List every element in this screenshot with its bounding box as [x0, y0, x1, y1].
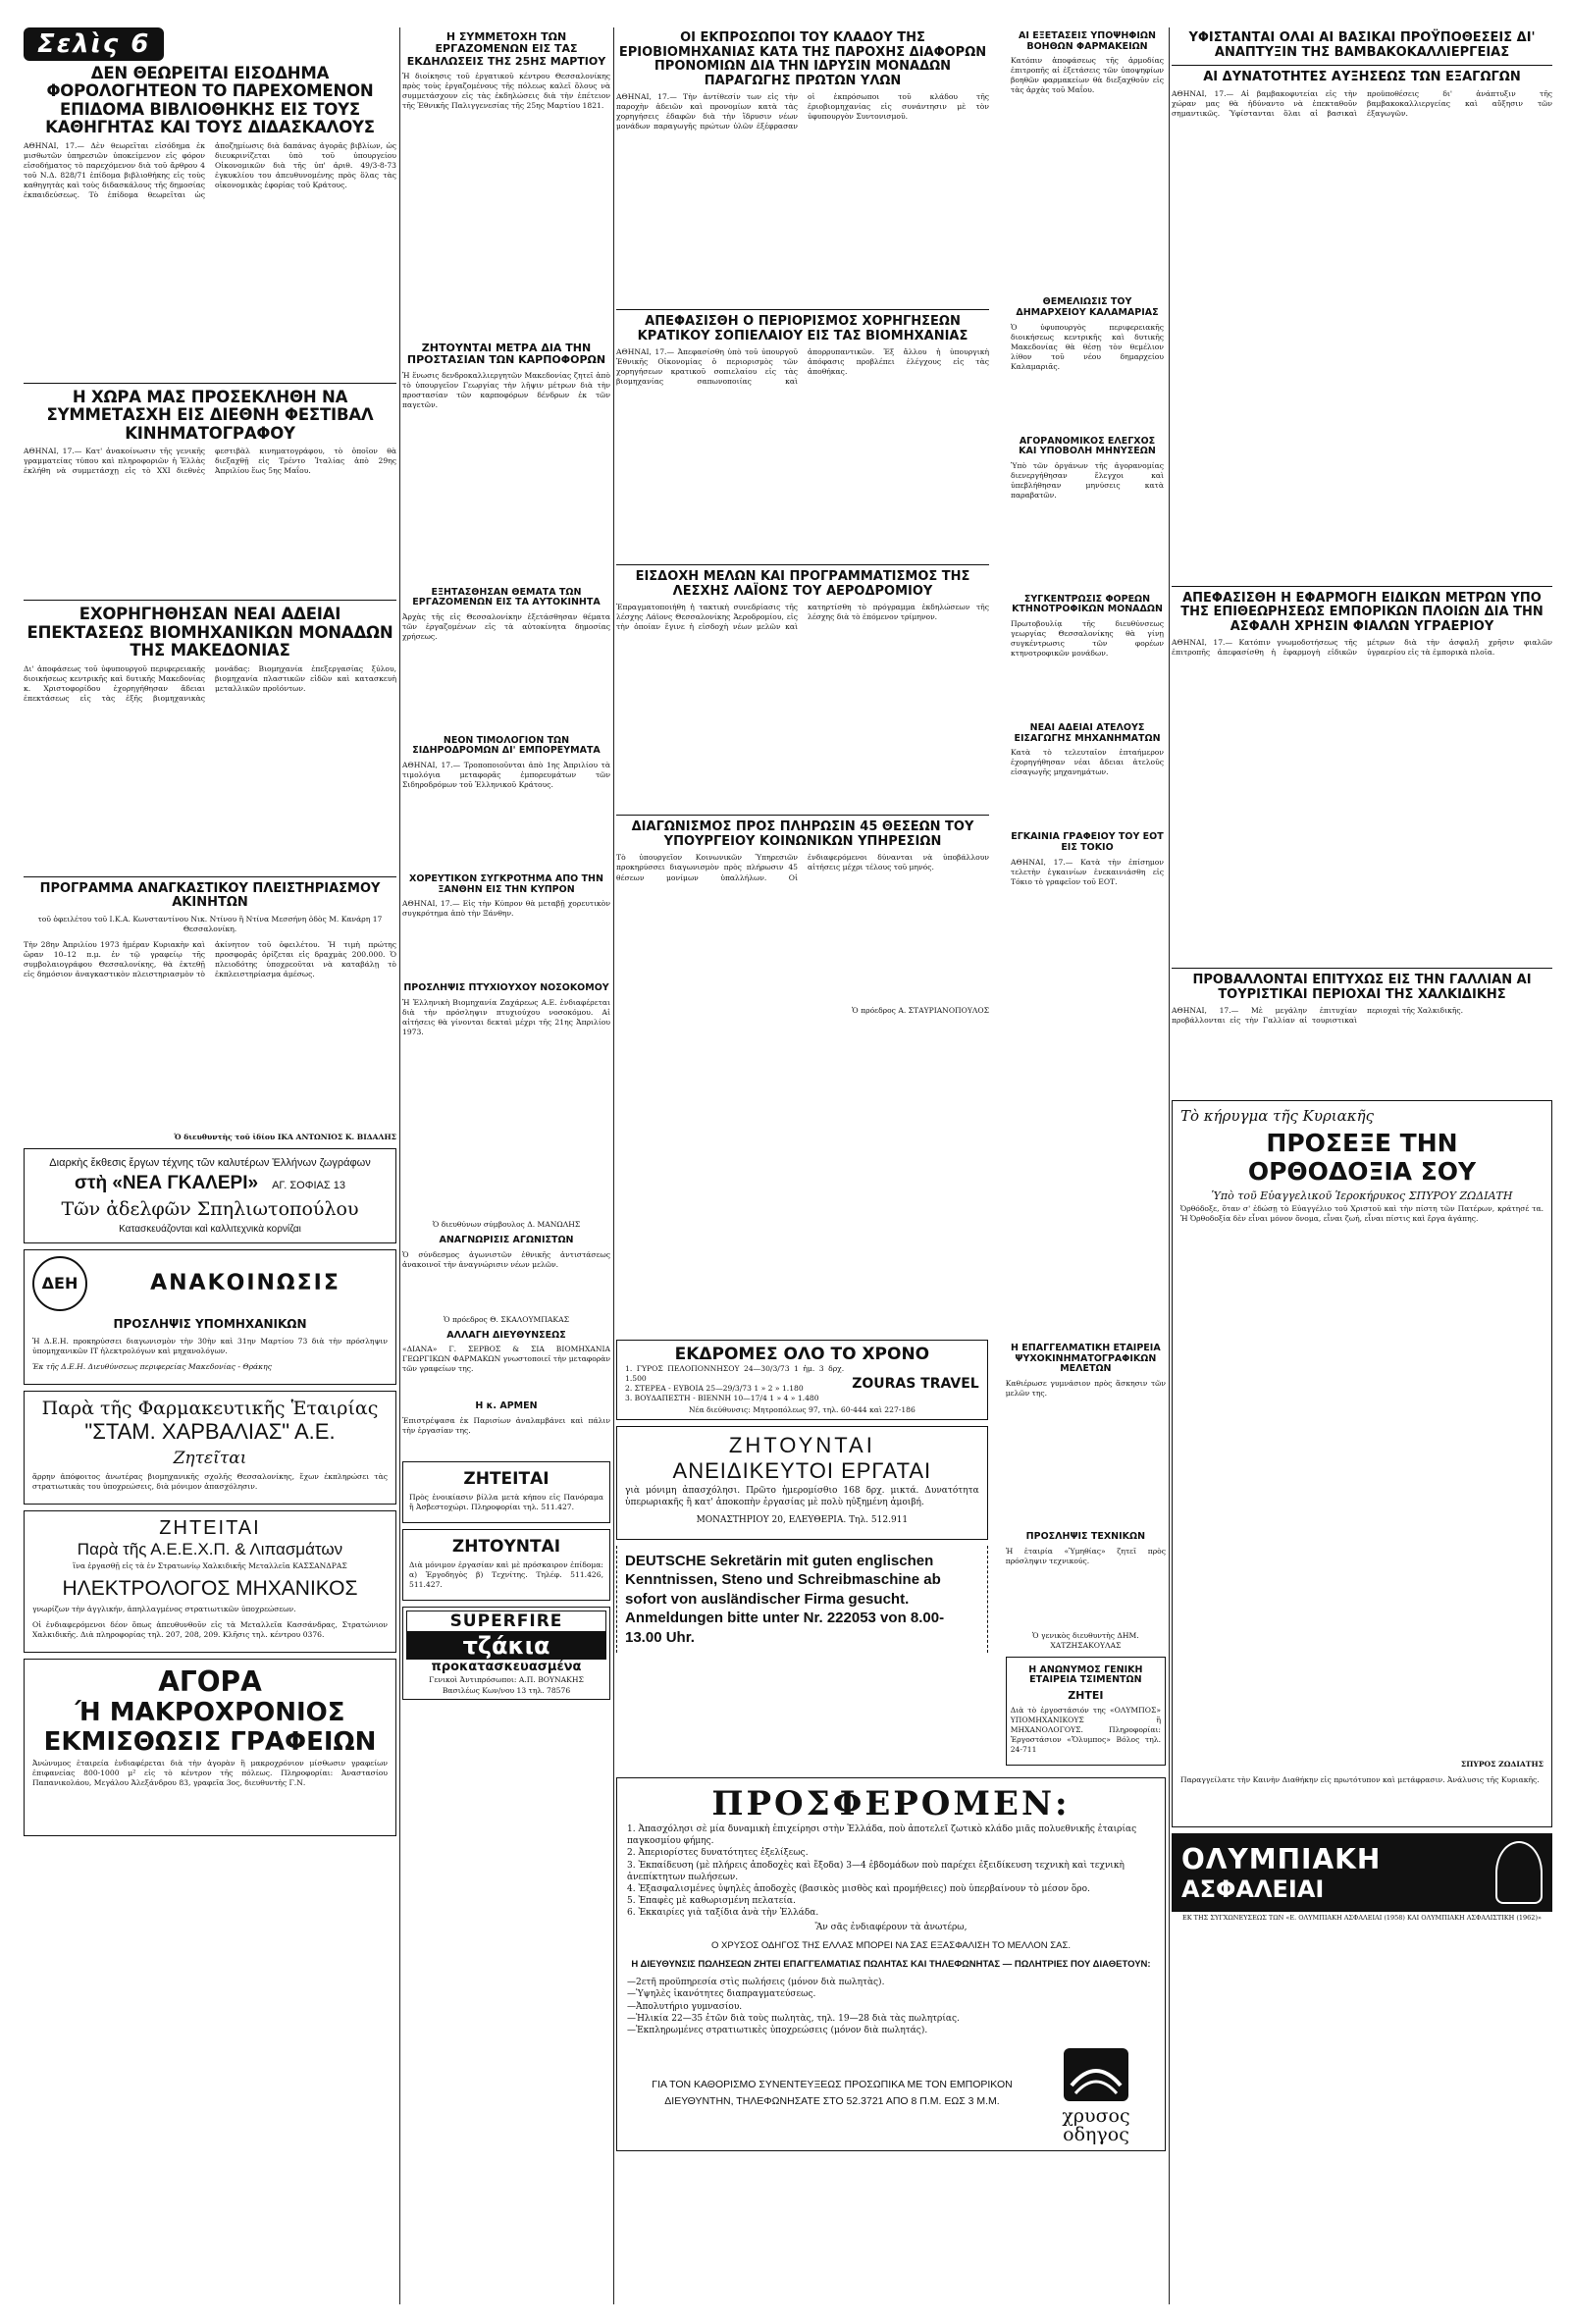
sermon-box — [1172, 1100, 1552, 1827]
elec-location: ἵνα ἐργασθῇ εἰς τὰ ἐν Στρατωνίῳ Χαλκιδικῆς Μεταλλεῖα ΚΑΣΣΑΝΔΡΑΣ — [73, 1560, 347, 1570]
gallery-owners: Τῶν ἀδελφῶν Σπηλιωτοπούλου — [61, 1197, 359, 1220]
headline-wool-industry: ΟΙ ΕΚΠΡΟΣΩΠΟΙ ΤΟΥ ΚΛΑΔΟΥ ΤΗΣ ΕΡΙΟΒΙΟΜΗΧΑΝΙΑΣ ΚΑΤΑ ΤΗΣ ΠΑΡΟΧΗΣ ΔΙΑΦΟΡΩΝ ΠΡΟΝΟΜΙΩΝ ΔΙΑ ΤΗΝ ΙΔΡΥΣΙΝ ΜΟΝΑΔΩΝ ΠΑΡΑΓΩΓΗΣ ΠΡΩΤΩΝ ΥΛΩΝ — [618, 30, 987, 88]
article-wool-industry: ΑΘΗΝΑΙ, 17.— Τὴν ἀντίθεσίν των εἰς τὴν παροχὴν ἀδειῶν καὶ προνομίων κατὰ τὰς χορηγήσεις ἐδαφῶν διὰ τὴν ἵδρυσιν νέων μονάδων παραγωγῆς πρώτων ὑλῶν ἐξέφρασαν οἱ ἐκπρόσωποι τοῦ κλάδου τῆς ἐριοβιομηχανίας εἰς συνάντησιν μὲ τὸν ὑφυπουργὸν Συντονισμοῦ. — [616, 92, 989, 132]
article-import-licenses: Κατὰ τὸ τελευταῖον ἐπταήμερον ἐχορηγήθησαν νέαι ἄδειαι ἀτελοῦς εἰσαγωγῆς μηχανημάτων. — [1011, 748, 1164, 777]
article-fruit-trees: Ἡ ἕνωσις δενδροκαλλιεργητῶν Μακεδονίας ζητεῖ ἀπὸ τὸ ὑπουργεῖον Γεωργίας τὴν λῆψιν μέτρων διὰ τὴν προστασίαν τῶν καρποφόρων δένδρων ἐκ τῶν παγετῶν. — [402, 370, 610, 409]
headline-auction: ΠΡΟΓΡΑΜΜΑ ΑΝΑΓΚΑΣΤΙΚΟΥ ΠΛΕΙΣΤΗΡΙΑΣΜΟΥ ΑΚΙΝΗΤΩΝ — [39, 880, 381, 911]
dei-logo-icon: ΔΕΗ — [32, 1256, 87, 1311]
cement-company: Η ΑΝΩΝΥΜΟΣ ΓΕΝΙΚΗ ΕΤΑΙΡΕΙΑ ΤΣΙΜΕΝΤΩΝ — [1028, 1664, 1143, 1686]
ad-superfire — [402, 1607, 610, 1700]
ad-olympiaki — [1172, 1833, 1552, 1912]
villa-title: ΖΗΤΕΙΤΑΙ — [463, 1468, 550, 1489]
headline-technicians: ΠΡΟΣΛΗΨΙΣ ΤΕΧΝΙΚΩΝ — [1025, 1530, 1146, 1542]
travel-row: 2. ΣΤΕΡΕΑ - ΕΥΒΟΙΑ 25—29/3/73 1 » 2 » 1.180 — [625, 1384, 804, 1394]
villa-text: Πρὸς ἐνοικίασιν βίλλα μετὰ κήπου εἰς Πανόραμα ἢ Ἀσβεστοχώρι. Πληροφορίαι τηλ. 511.427. — [409, 1492, 603, 1511]
headline-halkidiki: ΠΡΟΒΑΛΛΟΝΤΑΙ ΕΠΙΤΥΧΩΣ ΕΙΣ ΤΗΝ ΓΑΛΛΙΑΝ ΑΙ ΤΟΥΡΙΣΤΙΚΑΙ ΠΕΡΙΟΧΑΙ ΤΗΣ ΧΑΛΚΙΔΙΚΗΣ — [1192, 973, 1532, 1002]
office-text: Ἀνώνυμος ἑταιρεία ἐνδιαφέρεται διὰ τὴν ἀγορὰν ἢ μακροχρόνιον μίσθωσιν γραφείων ἐπιφανείας 800-1000 μ² εἰς τὸ κέντρον τῆς πόλεως. Πληροφορίαι: Ἀναστασίου Παπανικολάου, Μεγάλου Ἀλεξάνδρου 83, γραφεῖα 3ος, διευθυντὴς Γ.Ν. — [32, 1758, 388, 1787]
ad-electrical-engineer — [24, 1510, 396, 1653]
sermon-text: Ὀρθόδοξε, ὅταν σ' ἐδώσῃ τὸ Εὐαγγέλιο τοῦ Χριστοῦ καὶ τὴν πίστη τῶν Πατέρων, κράτησέ τα. Ἡ Ὀρθοδοξία δὲν εἶναι μόνον ὄνομα, εἶναι ζωή, εἶναι πίστις καὶ ἔργα ἀγάπης. — [1180, 1204, 1544, 1224]
ad-unskilled-workers — [616, 1426, 988, 1540]
middle-ads — [616, 1340, 1166, 2157]
article-dance-troupe: ΑΘΗΝΑΙ, 17.— Εἰς τὴν Κύπρον θὰ μεταβῇ χορευτικὸν συγκρότημα ἀπὸ τὴν Ξάνθην. — [402, 899, 610, 919]
headline-nurse: ΠΡΟΣΛΗΨΙΣ ΠΤΥΧΙΟΥΧΟΥ ΝΟΣΟΚΟΜΟΥ — [403, 982, 609, 994]
superfire-product: τζάκια — [406, 1632, 606, 1660]
ad-dei — [24, 1249, 396, 1385]
requirement-item: —Ὑψηλὲς ἱκανότητες διαπραγματεύσεως. — [627, 1989, 816, 2000]
article-film-festival: ΑΘΗΝΑΙ, 17.— Κατ' ἀνακοίνωσιν τῆς γενικῆς γραμματείας τύπου καὶ πληροφοριῶν ἡ Ἑλλὰς ἐκλήθη νὰ συμμετάσχῃ εἰς τὸ ΧΧΙ διεθνὲς φεστιβὰλ κινηματογράφου, τὸ ὁποῖον θὰ διεξαχθῇ εἰς Τρέντο Ἰταλίας ἀπὸ 29ης Ἀπριλίου ἕως 5ης Μαΐου. — [24, 447, 396, 476]
offer-item: 5. Ἐπαφὲς μὲ καθωρισμένη πελατεία. — [627, 1896, 796, 1907]
offer-question2: Ο ΧΡΥΣΟΣ ΟΔΗΓΟΣ ΤΗΣ ΕΛΛΑΣ ΜΠΟΡΕΙ ΝΑ ΣΑΣ ΕΞΑΣΦΑΛΙΣΗ ΤΟ ΜΕΛΛΟΝ ΣΑΣ. — [711, 1940, 1071, 1952]
sermon-author: Ὑπὸ τοῦ Εὐαγγελικοῦ Ἱεροκήρυκος ΣΠΥΡΟΥ ΖΩΔΙΑΤΗ — [1211, 1189, 1513, 1203]
headline-lions-club: ΕΙΣΔΟΧΗ ΜΕΛΩΝ ΚΑΙ ΠΡΟΓΡΑΜΜΑΤΙΣΜΟΣ ΤΗΣ ΛΕΣΧΗΣ ΛΑΪΟΝΣ ΤΟΥ ΑΕΡΟΔΡΟΜΙΟΥ — [635, 569, 970, 599]
article-workers-march: Ἡ διοίκησις τοῦ ἐργατικοῦ κέντρου Θεσσαλονίκης πρὸς τοὺς ἐργαζομένους τῆς πόλεως καλεῖ ὅλους νὰ συμμετάσχουν εἰς τὰς ἐκδηλώσεις διὰ τὴν ἐπέτειον τῆς Ἐθνικῆς Παλιγγενεσίας τῆς 25ης Μαρτίου 1821. — [402, 71, 610, 110]
offer-title: ΠΡΟΣΦΕΡΟΜΕΝ: — [711, 1784, 1071, 1824]
headline-dance-troupe: ΧΟΡΕΥΤΙΚΟΝ ΣΥΓΚΡΟΤΗΜΑ ΑΠΟ ΤΗΝ ΞΑΝΘΗΝ ΕΙΣ ΤΗΝ ΚΥΠΡΟΝ — [409, 873, 603, 895]
social-signature: Ὁ πρόεδρος Α. ΣΤΑΥΡΙΑΝΟΠΟΥΛΟΣ — [852, 1006, 989, 1016]
sermon-kicker: Τὸ κήρυγμα τῆς Κυριακῆς — [1180, 1107, 1375, 1126]
column-4 — [1011, 27, 1164, 991]
dei-signature: Ἐκ τῆς Δ.Ε.Η. Διευθύνσεως περιφερείας Μακεδονίας - Θράκης — [32, 1361, 272, 1371]
staff-title: ΖΗΤΟΥΝΤΑΙ — [451, 1536, 561, 1557]
auction-subhead: τοῦ ὀφειλέτου τοῦ Ι.Κ.Α. Κωνσταντίνου Νικ. Ντίνου ἢ Ντίνα Μεσσήνη ὁδὸς Μ. Κανάρη 17 Θεσσαλονίκη. — [37, 914, 383, 933]
german-text: DEUTSCHE Sekretärin mit guten englischen Kenntnissen, Steno und Schreibmaschine ab sofort von ausländischer Firma gesucht. Anmeldungen bitte unter Nr. 222053 von 8.00-13.00 Uhr. — [625, 1552, 945, 1646]
requirement-item: —Ἡλικία 22—35 ἐτῶν διὰ τοὺς πωλητὰς, τηλ. 19—28 διὰ τὰς πωλητρίας. — [627, 2013, 960, 2024]
headline-social-services: ΔΙΑΓΩΝΙΣΜΟΣ ΠΡΟΣ ΠΛΗΡΩΣΙΝ 45 ΘΕΣΕΩΝ ΤΟΥ ΥΠΟΥΡΓΕΙΟΥ ΚΟΙΝΩΝΙΚΩΝ ΥΠΗΡΕΣΙΩΝ — [631, 819, 974, 849]
requirement-item: —Ἀπολυτήριο γυμνασίου. — [627, 2001, 743, 2012]
article-town-hall: Ὁ ὑφυπουργὸς περιφερειακῆς διοικήσεως κεντρικῆς καὶ δυτικῆς Μακεδονίας θὰ θέσῃ τὸν θεμέλιον λίθον τοῦ νέου δημαρχείου Καλαμαριᾶς. — [1011, 322, 1164, 371]
workers-role: ΑΝΕΙΔΙΚΕΥΤΟΙ ΕΡΓΑΤΑΙ — [672, 1458, 932, 1484]
headline-fruit-trees: ΖΗΤΟΥΝΤΑΙ ΜΕΤΡΑ ΔΙΑ ΤΗΝ ΠΡΟΣΤΑΣΙΑΝ ΤΩΝ ΚΑΡΠΟΦΟΡΩΝ — [406, 341, 606, 367]
superfire-address: Βασιλέως Κων/νου 13 τηλ. 78576 — [442, 1686, 571, 1695]
dei-title: ΑΝΑΚΟΙΝΩΣΙΣ — [150, 1271, 340, 1296]
headline-livestock: ΣΥΓΚΕΝΤΡΩΣΙΣ ΦΟΡΕΩΝ ΚΤΗΝΟΤΡΟΦΙΚΩΝ ΜΟΝΑΔΩΝ — [1012, 593, 1163, 615]
divider — [616, 309, 989, 310]
nurse-signature: Ὁ διευθύνων σύμβουλος Δ. ΜΑΝΩΛΗΣ — [432, 1219, 581, 1229]
article-cotton: ΑΘΗΝΑΙ, 17.— Αἱ βαμβακοφυτείαι εἰς τὴν χώραν μας θὰ ἠδύναντο νὰ ἐπεκταθοῦν σημαντικῶς. Ὑφίστανται ὅλαι αἱ βασικαὶ προϋποθέσεις δι' ἀνάπτυξιν τῆς βαμβακοκαλλιεργείας καὶ αὔξησιν τῶν ἐξαγωγῶν. — [1172, 88, 1552, 118]
divider — [24, 876, 396, 877]
headline-armen: Η κ. ΑΡΜΕΝ — [475, 1400, 538, 1412]
headline-eot-tokyo: ΕΓΚΑΙΝΙΑ ΓΡΑΦΕΙΟΥ ΤΟΥ ΕΟΤ ΕΙΣ ΤΟΚΙΟ — [1011, 831, 1164, 853]
divider — [616, 815, 989, 816]
staff-text: Διὰ μόνιμον ἐργασίαν καὶ μὲ πρόσκαιρον ἐπίδομα: α) Ἐργοδηγὸς β) Τεχνίτης. Τηλέφ. 511.426, 511.427. — [409, 1559, 603, 1589]
article-olive-oil: ΑΘΗΝΑΙ, 17.— Ἀπεφασίσθη ὑπὸ τοῦ ὑπουργοῦ Ἐθνικῆς Οἰκονομίας ὁ περιορισμὸς τῶν χορηγήσεων κρατικοῦ σοπιελαίου εἰς τὰς βιομηχανίας σαπωνοποιίας καὶ ἀπορρυπαντικῶν. Ἐξ ἄλλου ἡ ὑπουργικὴ ἀπόφασις προβλέπει ἐλέγχους εἰς τὰς ἀποθήκας. — [616, 347, 989, 387]
headline-film-festival: Η ΧΩΡΑ ΜΑΣ ΠΡΟΣΕΚΛΗΘΗ ΝΑ ΣΥΜΜΕΤΑΣΧΗ ΕΙΣ ΔΙΕΘΝΗ ΦΕΣΤΙΒΑΛ ΚΙΝΗΜΑΤΟΓΡΑΦΟΥ — [46, 387, 374, 443]
headline-psycho-study: Η ΕΠΑΓΓΕΛΜΑΤΙΚΗ ΕΤΑΙΡΕΙΑ ΨΥΧΟΚΙΝΗΜΑΤΟΓΡΑΦΙΚΩΝ ΜΕΛΕΤΩΝ — [1011, 1343, 1161, 1375]
article-fighters: Ὁ σύνδεσμος ἀγωνιστῶν ἐθνικῆς ἀντιστάσεως ἀνακοινοῖ τὴν ἀναγνώρισιν νέων μελῶν. — [402, 1249, 610, 1269]
ad-german-secretary — [616, 1546, 988, 1654]
superfire-brand: SUPERFIRE — [406, 1611, 606, 1632]
article-eot-tokyo: ΑΘΗΝΑΙ, 17.— Κατὰ τὴν ἐπίσημον τελετὴν ἐγκαινίων ἐνεκαινιάσθη εἰς Τόκιο τὸ γραφεῖον τοῦ ΕΟΤ. — [1011, 857, 1164, 886]
ad-staff — [402, 1529, 610, 1601]
travel-list — [625, 1364, 844, 1403]
golden-guide-word1: χρυσος — [1062, 2104, 1130, 2127]
headline-olive-oil: ΑΠΕΦΑΣΙΣΘΗ Ο ΠΕΡΙΟΡΙΣΜΟΣ ΧΟΡΗΓΗΣΕΩΝ ΚΡΑΤΙΚΟΥ ΣΟΠΙΕΛΑΙΟΥ ΕΙΣ ΤΑΣ ΒΙΟΜΗΧΑΝΙΑΣ — [637, 314, 968, 343]
article-social-services: Τὸ ὑπουργεῖον Κοινωνικῶν Ὑπηρεσιῶν προκηρύσσει διαγωνισμὸν πρὸς πλήρωσιν 45 θέσεων μονίμων ὑπαλλήλων. Οἱ ἐνδιαφερόμενοι δύνανται νὰ ὑποβάλλουν αἰτήσεις μέχρι τέλους τοῦ μηνός. — [616, 853, 989, 882]
gallery-name: στὴ «ΝΕΑ ΓΚΑΛΕΡΙ» — [75, 1172, 259, 1193]
divider — [1172, 65, 1552, 66]
headline-market-control: ΑΓΟΡΑΝΟΜΙΚΟΣ ΕΛΕΓΧΟΣ ΚΑΙ ΥΠΟΒΟΛΗ ΜΗΝΥΣΕΩΝ — [1019, 435, 1156, 457]
travel-title: ΕΚΔΡΟΜΕΣ ΟΛΟ ΤΟ ΧΡΟΝΟ — [674, 1345, 930, 1364]
travel-brand: ZOURAS TRAVEL — [852, 1376, 979, 1393]
ad-villa — [402, 1461, 610, 1523]
travel-row: 1. ΓΥΡΟΣ ΠΕΛΟΠΟΝΝΗΣΟΥ 24—30/3/73 1 ἡμ. 3 δρχ. 1.500 — [625, 1364, 845, 1384]
pharm-line1: Παρὰ τῆς Φαρμακευτικῆς Ἑταιρίας — [41, 1397, 379, 1419]
article-auction: Τὴν 28ην Ἀπριλίου 1973 ἡμέραν Κυριακὴν καὶ ὥραν 10–12 π.μ. ἐν τῷ γραφείῳ τῆς συμβολαιογράφου Θεσσαλονίκης, θὰ ἐκτεθῇ εἰς δημόσιον ἀναγκαστικὸν πλειστηριασμὸν τὸ ἀκίνητον τοῦ ὀφειλέτου. Ἡ τιμὴ πρώτης προσφορᾶς ὁρίζεται εἰς δραχμὰς 200.000. Ὁ πλειοδότης ὑποχρεοῦται νὰ καταβάλῃ τὸ ἐκπλειστηρίασμα ἀμέσως. — [24, 939, 396, 978]
article-income-tax: ΑΘΗΝΑΙ, 17.— Δὲν θεωρεῖται εἰσόδημα ἐκ μισθωτῶν ὑπηρεσιῶν ὑποκείμενον εἰς φόρον εἰσοδήματος τὸ παρεχόμενον διὰ τοῦ ἄρθρου 4 τοῦ Ν.Δ. 828/71 ἐπίδομα βιβλιοθήκης εἰς τοὺς καθηγητὰς καὶ τοὺς διδασκάλους τῆς δημοσίας ἐκπαιδεύσεως. Τὸ ἐπίδομα θεωρεῖται ὡς ἀποζημίωσις διὰ δαπάνας ἀγορᾶς βιβλίων, ὡς διευκρινίζεται ὑπὸ τοῦ ὑπουργείου Οἰκονομικῶν διὰ τῆς ὑπ' ἀριθ. 49/3-8-73 ἐγκυκλίου του ἀπευθυνομένης πρὸς ὅλας τὰς οἰκονομικὰς ἐφορίας τοῦ Κράτους. — [24, 140, 396, 199]
gallery-address: ΑΓ. ΣΟΦΙΑΣ 13 — [272, 1179, 345, 1191]
article-lpg-ships: ΑΘΗΝΑΙ, 17.— Κατόπιν γνωμοδοτήσεως τῆς ἐπιτροπῆς ἀπεφασίσθη ἡ ἐφαρμογὴ εἰδικῶν μέτρων διὰ τὴν ἀσφαλῆ χρῆσιν φιαλῶν ὑγραερίου εἰς τὰ ἐμπορικὰ πλοῖα. — [1172, 638, 1552, 658]
dei-subtitle: ΠΡΟΣΛΗΨΙΣ ΥΠΟΜΗΧΑΝΙΚΩΝ — [113, 1316, 307, 1331]
gallery-line1: Διαρκὴς ἔκθεσις ἔργων τέχνης τῶν καλυτέρων Ἑλλήνων ζωγράφων — [49, 1156, 371, 1169]
requirement-item: —2ετῆ προϋπηρεσία στὶς πωλήσεις (μόνον διὰ πωλητὰς). — [627, 1978, 885, 1988]
fighters-signature: Ὁ πρόεδρος Θ. ΣΚΑΛΟΥΜΠΑΚΑΣ — [444, 1314, 569, 1324]
superfire-prefab: προκατασκευασμένα — [431, 1659, 582, 1674]
ad-golden-guide — [616, 1777, 1166, 2151]
olympiaki-insurance: ΑΣΦΑΛΕΙΑΙ — [1181, 1875, 1325, 1903]
offer-item: 1. Ἀπασχόλησι σὲ μία δυναμικὴ ἐπιχείρησι στὴν Ἑλλάδα, ποὺ ἀποτελεῖ ζωτικὸ κλάδο μιᾶς πολυεθνικῆς ἑταιρίας παγκοσμίου φήμης. — [627, 1824, 1137, 1847]
elec-wanted: ΖΗΤΕΙΤΑΙ — [159, 1516, 261, 1539]
cement-text: Διὰ τὸ ἐργοστάσιόν της «ΟΛΥΜΠΟΣ» ΥΠΟΜΗΧΑΝΙΚΟΥΣ ἢ ΜΗΧΑΝΟΛΟΓΟΥΣ. Πληροφορίαι: Ἐργοστάσιον «Ὄλυμπος» Βόλος τηλ. 24-711 — [1010, 1706, 1161, 1755]
headline-exports: ΑΙ ΔΥΝΑΤΟΤΗΤΕΣ ΑΥΞΗΣΕΩΣ ΤΩΝ ΕΞΑΓΩΓΩΝ — [1203, 70, 1521, 85]
travel-row: 3. ΒΟΥΔΑΠΕΣΤΗ - ΒΙΕΝΝΗ 10—17/4 1 » 4 » 1.480 — [625, 1394, 819, 1403]
headline-industrial-licenses: ΕΧΟΡΗΓΗΘΗΣΑΝ ΝΕΑΙ ΑΔΕΙΑΙ ΕΠΕΚΤΑΣΕΩΣ ΒΙΟΜΗΧΑΝΙΚΩΝ ΜΟΝΑΔΩΝ ΤΗΣ ΜΑΚΕΔΟΝΙΑΣ — [26, 605, 393, 660]
article-vehicles: Ἀρχὰς τῆς εἰς Θεσσαλονίκην ἐξετάσθησαν θέματα τῶν ἐργαζομένων εἰς τὰ αὐτοκίνητα δημοσίας χρήσεως. — [402, 611, 610, 641]
offer-list — [627, 1823, 1155, 1919]
column-2 — [402, 27, 610, 1706]
offer-item: 4. Ἐξασφαλισμένες ὑψηλὲς ἀποδοχὲς (βασικὸς μισθὸς καὶ προμήθειες) ποὺ ὑπερβαίνουν τὸ μέσον ὅρο. — [627, 1883, 1090, 1894]
article-industrial-licenses: Δι' ἀποφάσεως τοῦ ὑφυπουργοῦ περιφερειακῆς διοικήσεως κεντρικῆς καὶ δυτικῆς Μακεδονίας κ. Χριστοφορίδου ἐχορηγήθησαν ἄδειαι ἐπεκτάσεως εἰς τὰς ἑξῆς βιομηχανικὰς μονάδας: Βιομηχανία ἐπεξεργασίας ξύλου, βιομηχανία πλαστικῶν εἰδῶν καὶ κατασκευὴ μεταλλικῶν προϊόντων. — [24, 663, 396, 703]
article-technicians: Ἡ ἑταιρία «Ὑμηθίας» ζητεῖ πρὸς πρόσληψιν τεχνικούς. — [1005, 1546, 1166, 1565]
gallery-frames: Κατασκευάζονται καὶ καλλιτεχνικὰ κορνίζαι — [119, 1223, 301, 1235]
elec-req: γνωρίζων τὴν ἀγγλικήν, ἀπηλλαγμένος στρατιωτικῶν ὑποχρεώσεων. — [32, 1604, 296, 1613]
article-nurse: Ἡ Ἑλληνικὴ Βιομηχανία Ζαχάρεως Α.Ε. ἐνδιαφέρεται διὰ τὴν πρόσληψιν πτυχιούχου νοσοκόμου. Αἱ αἰτήσεις θὰ γίνονται δεκταὶ μέχρι τῆς 21ης Ἀπριλίου 1973. — [402, 997, 610, 1036]
headline-address-change: ΑΛΛΑΓΗ ΔΙΕΥΘΥΝΣΕΩΣ — [446, 1329, 566, 1341]
elec-role: ΗΛΕΚΤΡΟΛΟΓΟΣ ΜΗΧΑΝΙΚΟΣ — [62, 1576, 358, 1600]
column-rule — [1169, 27, 1170, 2304]
offer-item: 3. Ἐκπαίδευση (μὲ πλήρεις ἀποδοχὲς καὶ ἔξοδα) 3—4 ἑβδομάδων ποὺ παρέχει ἐξειδίκευση τεχνικὴ καὶ τεχνικὴ ἀνεπίκτητων πωλήσεων. — [627, 1860, 1125, 1882]
headline-town-hall: ΘΕΜΕΛΙΩΣΙΣ ΤΟΥ ΔΗΜΑΡΧΕΙΟΥ ΚΑΛΑΜΑΡΙΑΣ — [1016, 296, 1159, 318]
article-pharmacy-exams: Κατόπιν ἀποφάσεως τῆς ἁρμοδίας ἐπιτροπῆς αἱ ἐξετάσεις τῶν ὑποψηφίων βοηθῶν φαρμακείων θὰ διεξαχθοῦν εἰς τὰς ἀρχὰς τοῦ Μαΐου. — [1011, 56, 1164, 95]
divider — [616, 564, 989, 565]
ad-cement — [1006, 1657, 1166, 1767]
office-title2: Ή ΜΑΚΡΟΧΡΟΝΙΟΣ — [75, 1697, 345, 1727]
sermon-title: ΠΡΟΣΕΞΕ ΤΗΝ ΟΡΘΟΔΟΞΙΑ ΣΟΥ — [1247, 1129, 1477, 1187]
olympiaki-merger: ΕΚ ΤΗΣ ΣΥΓΧΩΝΕΥΣΕΩΣ ΤΩΝ «Ε. ΟΛΥΜΠΙΑΚΗ ΑΣΦΑΛΕΙΑΙ (1958) ΚΑΙ ΟΛΥΜΠΙΑΚΗ ΑΣΦΑΛΙΣΤΙΚΗ (1962)» — [1182, 1914, 1542, 1923]
headline-lpg-ships: ΑΠΕΦΑΣΙΣΘΗ Η ΕΦΑΡΜΟΓΗ ΕΙΔΙΚΩΝ ΜΕΤΡΩΝ ΥΠΟ ΤΗΣ ΕΠΙΘΕΩΡΗΣΕΩΣ ΕΜΠΟΡΙΚΩΝ ΠΛΟΙΩΝ ΔΙΑ ΤΗΝ ΑΣΦΑΛΗ ΧΡΗΣΙΝ ΦΙΑΛΩΝ ΥΓΡΑΕΡΙΟΥ — [1180, 590, 1544, 634]
office-title1: ΑΓΟΡΑ — [158, 1664, 262, 1698]
article-market-control: Ὑπὸ τῶν ὀργάνων τῆς ἀγορανομίας διενεργήθησαν ἔλεγχοι καὶ ὑπεβλήθησαν μηνύσεις κατὰ παραβατῶν. — [1011, 460, 1164, 500]
sermon-order: Παραγγείλατε τὴν Καινὴν Διαθήκην εἰς πρωτότυπον καὶ μετάφρασιν. Ἀνάλυσις τῆς Κυριακῆς. — [1180, 1775, 1540, 1785]
article-psycho-study: Καθιέρωσε γυμνάσιον πρὸς ἄσκησιν τῶν μελῶν της. — [1005, 1378, 1166, 1398]
headline-vehicles: ΕΞΗΤΑΣΘΗΣΑΝ ΘΕΜΑΤΑ ΤΩΝ ΕΡΓΑΖΟΜΕΝΩΝ ΕΙΣ ΤΑ ΑΥΤΟΚΙΝΗΤΑ — [412, 586, 601, 608]
ad-pharmaceutical — [24, 1391, 396, 1505]
sermon-signature: ΣΠΥΡΟΣ ΖΩΔΙΑΤΗΣ — [1460, 1760, 1544, 1769]
offer-question: Ἂν σᾶς ἐνδιαφέρουν τὰ ἀνωτέρω, — [814, 1923, 968, 1933]
article-railway-tariff: ΑΘΗΝΑΙ, 17.— Τροποποιοῦνται ἀπὸ 1ης Ἀπριλίου τὰ τιμολόγια μεταφορᾶς ἐμπορευμάτων τῶν Σιδηροδρόμων τοῦ Ἑλληνικοῦ Κράτους. — [402, 761, 610, 790]
column-1 — [24, 27, 396, 1836]
column-5 — [1172, 27, 1552, 1928]
ad-gallery — [24, 1148, 396, 1243]
offer-headhunt: Η ΔΙΕΥΘΥΝΣΙΣ ΠΩΛΗΣΕΩΝ ΖΗΤΕΙ ΕΠΑΓΓΕΛΜΑΤΙΑΣ ΠΩΛΗΤΑΣ ΚΑΙ ΤΗΛΕΦΩΝΗΤΑΣ — ΠΩΛΗΤΡΙΕΣ ΠΟΥ ΔΙΑΘΕΤΟΥΝ: — [631, 1958, 1151, 1970]
article-address-change: «ΔΙΑΝΑ» Γ. ΣΕΡΒΟΣ & ΣΙΑ ΒΙΟΜΗΧΑΝΙΑ ΓΕΩΡΓΙΚΩΝ ΦΑΡΜΑΚΩΝ γνωστοποιεῖ τὴν μεταφορὰν τῶν γραφείων της. — [402, 1345, 610, 1374]
column-rule — [613, 27, 614, 2304]
torch-icon — [1495, 1841, 1543, 1904]
headline-workers-march: Η ΣΥΜΜΕΤΟΧΗ ΤΩΝ ΕΡΓΑΖΟΜΕΝΩΝ ΕΙΣ ΤΑΣ ΕΚΔΗΛΩΣΕΙΣ ΤΗΣ 25ΗΣ ΜΑΡΤΙΟΥ — [406, 30, 606, 68]
headline-fighters: ΑΝΑΓΝΩΡΙΣΙΣ ΑΓΩΝΙΣΤΩΝ — [439, 1234, 574, 1245]
article-armen: Ἐπιστρέψασα ἐκ Παρισίων ἀναλαμβάνει καὶ πάλιν τὴν ἐργασίαν της. — [402, 1415, 610, 1435]
golden-guide-icon — [1062, 2046, 1130, 2103]
offer-item: 6. Ἐκκαιρίες γιὰ ταξίδια ἀνὰ τὴν Ἑλλάδα. — [627, 1908, 819, 1919]
headline-pharmacy-exams: ΑΙ ΕΞΕΤΑΣΕΙΣ ΥΠΟΨΗΦΙΩΝ ΒΟΗΘΩΝ ΦΑΡΜΑΚΕΙΩΝ — [1019, 30, 1156, 52]
office-title3: ΕΚΜΙΣΘΩΣΙΣ ΓΡΑΦΕΙΩΝ — [43, 1726, 377, 1757]
headline-income-tax: ΔΕΝ ΘΕΩΡΕΙΤΑΙ ΕΙΣΟΔΗΜΑ ΦΟΡΟΛΟΓΗΤΕΟΝ ΤΟ ΠΑΡΕΧΟΜΕΝΟΝ ΕΠΙΔΟΜΑ ΒΙΒΛΙΟΘΗΚΗΣ ΕΙΣ ΤΟΥΣ ΚΑΘΗΓΗΤΑΣ ΚΑΙ ΤΟΥΣ ΔΙΔΑΣΚΑΛΟΥΣ — [45, 64, 375, 137]
ad-office-rental — [24, 1659, 396, 1836]
page-masthead: Σελὶς 6 — [24, 27, 164, 61]
technicians-signature: Ὁ γενικὸς διευθυντὴς ΔΗΜ. ΧΑΤΖΗΣΑΚΟΥΛΑΣ — [1032, 1630, 1139, 1650]
ad-zouras-travel — [616, 1340, 988, 1420]
offer-item: 2. Ἀπεριορίστες δυνατότητες ἐξελίξεως. — [627, 1848, 809, 1859]
olympiaki-name: ΟΛΥΜΠΙΑΚΗ — [1181, 1842, 1382, 1875]
headline-import-licenses: ΝΕΑΙ ΑΔΕΙΑΙ ΑΤΕΛΟΥΣ ΕΙΣΑΓΩΓΗΣ ΜΗΧΑΝΗΜΑΤΩΝ — [1014, 722, 1161, 744]
article-lions-club: Ἐπραγματοποιήθη ἡ τακτικὴ συνεδρίασις τῆς λέσχης Λάϊονς Θεσσαλονίκης Ἀεροδρομίου, εἰς τὴν ὁποίαν ἔγινε ἡ εἰσδοχὴ νέων μελῶν καὶ κατηρτίσθη τὸ πρόγραμμα ἐκδηλώσεων τῆς λέσχης διὰ τὸ ἐπόμενον τρίμηνον. — [616, 603, 989, 632]
headline-railway-tariff: ΝΕΟΝ ΤΙΜΟΛΟΓΙΟΝ ΤΩΝ ΣΙΔΗΡΟΔΡΟΜΩΝ ΔΙ' ΕΜΠΟΡΕΥΜΑΤΑ — [412, 734, 601, 757]
pharm-text: ἄρρην ἀπόφοιτος ἀνωτέρας βιομηχανικῆς σχολῆς Θεσσαλονίκης, ἔχων ἐκπληρώσει τὰς στρατιωτικὰς του ὑποχρεώσεις, διὰ μόνιμον ἀπασχόλησιν. — [32, 1471, 388, 1491]
offer-contact: ΓΙΑ ΤΟΝ ΚΑΘΟΡΙΣΜΟ ΣΥΝΕΝΤΕΥΞΕΩΣ ΠΡΟΣΩΠΙΚΑ ΜΕ ΤΟΝ ΕΜΠΟΡΙΚΟΝ ΔΙΕΥΘΥΝΤΗΝ, ΤΗΛΕΦΩΝΗΣΑΤΕ ΣΤΟ 52.3721 ΑΠΟ 8 Π.Μ. ΕΩΣ 3 Μ.Μ. — [652, 2079, 1013, 2107]
divider — [24, 383, 396, 384]
headline-cotton: ΥΦΙΣΤΑΝΤΑΙ ΟΛΑΙ ΑΙ ΒΑΣΙΚΑΙ ΠΡΟΫΠΟΘΕΣΕΙΣ ΔΙ' ΑΝΑΠΤΥΞΙΝ ΤΗΣ ΒΑΜΒΑΚΟΚΑΛΛΙΕΡΓΕΙΑΣ — [1188, 30, 1536, 60]
auction-signature: Ὁ διευθυντὴς τοῦ ἰδίου ΙΚΑ ΑΝΤΩΝΙΟΣ Κ. ΒΙΔΑΛΗΣ — [174, 1132, 396, 1141]
workers-text: γιὰ μόνιμη ἀπασχόλησι. Πρῶτο ἡμερομίσθιο 168 δρχ. μικτά. Δυνατότητα ὑπερωριακῆς ἢ κατ' ἀποκοπὴν ἐργασίας μὲ πολὺ ηὐξημένη ἀμοιβή. — [625, 1486, 979, 1507]
pharm-wanted: Ζητεῖται — [173, 1448, 247, 1468]
requirement-list — [627, 1977, 1155, 2036]
superfire-agents: Γενικοὶ Ἀντιπρόσωποι: Α.Π. ΒΟΥΝΑΚΗΣ — [429, 1674, 584, 1684]
travel-address: Νέα διεύθυνσις: Μητροπόλεως 97, τηλ. 60-444 καὶ 227-186 — [688, 1405, 916, 1415]
workers-wanted: ΖΗΤΟΥΝΤΑΙ — [728, 1433, 875, 1458]
golden-guide-word2: οδηγος — [1063, 2123, 1129, 2145]
pharm-company: "ΣΤΑΜ. ΧΑΡΒΑΛΙΑΣ" Α.Ε. — [84, 1418, 336, 1444]
column-3 — [616, 27, 989, 1022]
divider — [1172, 586, 1552, 587]
column-rule — [399, 27, 400, 2304]
dei-text: Ἡ Δ.Ε.Η. προκηρύσσει διαγωνισμὸν τὴν 30ὴν καὶ 31ην Μαρτίου 73 διὰ τὴν πρόσληψιν ὑπομηχανικῶν ΙΤ ἠλεκτρολόγων καὶ μηχανολόγων. — [32, 1336, 388, 1355]
article-halkidiki: ΑΘΗΝΑΙ, 17.— Μὲ μεγάλην ἐπιτυχίαν προβάλλονται εἰς τὴν Γαλλίαν αἱ τουριστικαὶ περιοχαὶ τῆς Χαλκιδικῆς. — [1172, 1006, 1464, 1026]
requirement-item: —Ἐκπληρωμένες στρατιωτικὲς ὑποχρεώσεις (μόνον διὰ πωλητάς). — [627, 2025, 928, 2035]
golden-guide-logo — [1037, 2046, 1155, 2144]
elec-company: Παρὰ τῆς Α.Ε.Ε.Χ.Π. & Λιπασμάτων — [77, 1539, 343, 1558]
divider — [24, 600, 396, 601]
workers-address: ΜΟΝΑΣΤΗΡΙΟΥ 20, ΕΛΕΥΘΕΡΙΑ. Τηλ. 512.911 — [696, 1514, 909, 1525]
divider — [1172, 968, 1552, 969]
article-livestock: Πρωτοβουλίᾳ τῆς διευθύνσεως γεωργίας Θεσσαλονίκης θὰ γίνῃ συγκέντρωσις τῶν φορέων κτηνοτροφικῶν μονάδων. — [1011, 619, 1164, 659]
cement-wanted: ΖΗΤΕΙ — [1068, 1688, 1104, 1702]
elec-contact: Οἱ ἐνδιαφερόμενοι δέον ὅπως ἀπευθυνθοῦν εἰς τὰ Μεταλλεῖα Κασσάνδρας, Στρατώνιον Χαλκιδικῆς. Διὰ πληροφορίας τηλ. 207, 208, 209. Κλῆσις τηλ. κέντρου 0376. — [32, 1619, 388, 1639]
